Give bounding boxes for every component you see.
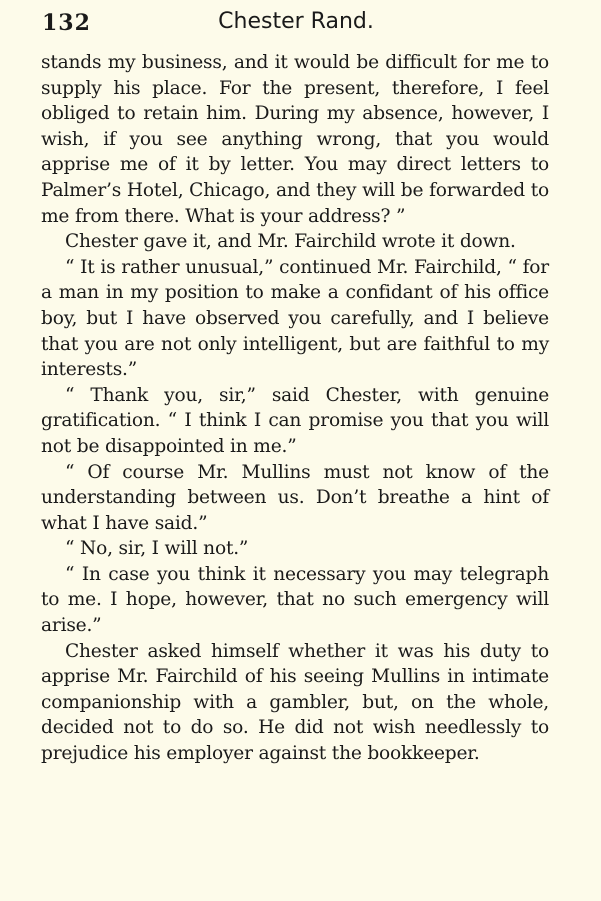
paragraph: “ No, sir, I will not.” xyxy=(65,538,249,560)
paragraph: “ Of course Mr. Mullins must not know of the understanding between us. Don’t breathe a hint of what I have said.” xyxy=(41,461,549,534)
running-title: Chester Rand. xyxy=(218,9,374,34)
page-number: 132 xyxy=(42,10,91,36)
paragraph: “ It is rather unusual,” continued Mr. Fairchild, “ for a man in my position to make a confidant of his office boy, but I have observed you carefully, and I believe that you are not only intelligent, but are faithful to my interests.” xyxy=(41,256,549,381)
paragraph: “ In case you think it necessary you may telegraph to me. I hope, however, that no such emergency will arise.” xyxy=(41,563,549,637)
paragraph-continuation: stands my business, and it would be difficult for me to supply his place. For the present, therefore, I feel obliged to retain him. During my absence, however, I wish, if you see anything wrong, that you would apprise me of it by letter. You may direct letters to Palmer’s Hotel, Chicago, and they will be forwarded to me from there. What is your address? ” xyxy=(41,52,549,227)
paragraph: Chester asked himself whether it was his duty to apprise Mr. Fairchild of his seeing Mullins in intimate companionship with a gambler, but, on the whole, decided not to do so. He did not wish needlessly to prejudice his employer against the bookkeeper. xyxy=(41,640,549,765)
body-text xyxy=(41,50,549,767)
page-header xyxy=(40,6,552,40)
paragraph: “ Thank you, sir,” said Chester, with genuine gratification. “ I think I can promise you that you will not be disappointed in me.” xyxy=(41,384,549,457)
paragraph: Chester gave it, and Mr. Fairchild wrote it down. xyxy=(65,231,516,253)
